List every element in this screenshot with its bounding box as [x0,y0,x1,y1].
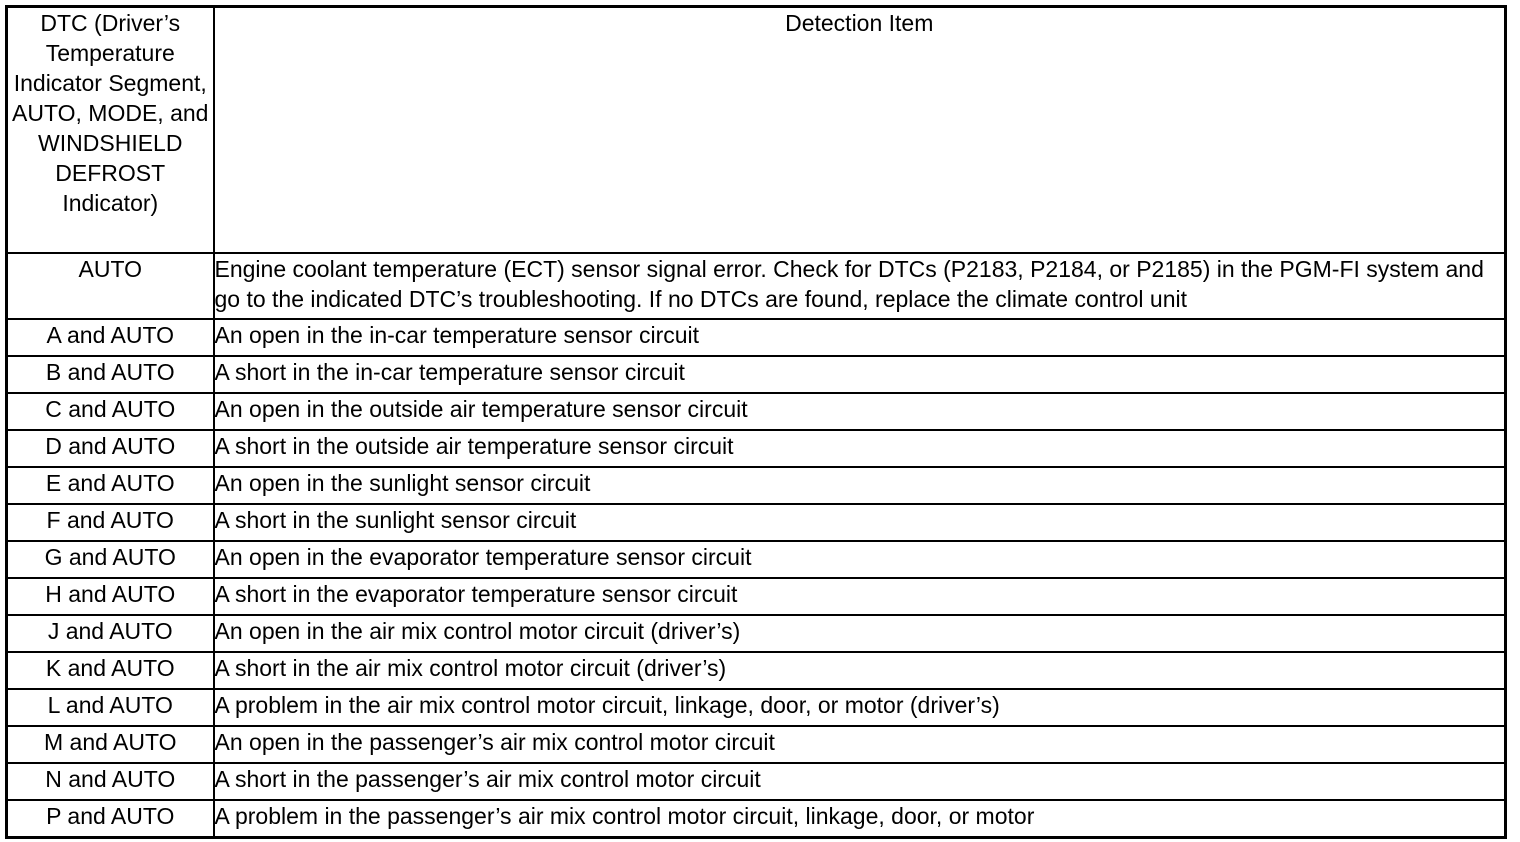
dtc-code-cell: A and AUTO [7,319,214,356]
column-header-dtc-label: DTC (Driver’s Temperature Indicator Segment, AUTO, MODE, and WINDSHIELD DEFROST Indicator) [12,10,209,216]
detection-item-cell: An open in the passenger’s air mix control motor circuit [214,726,1506,763]
detection-item-cell: A short in the passenger’s air mix control motor circuit [214,763,1506,800]
detection-item-cell: A short in the sunlight sensor circuit [214,504,1506,541]
table-row [7,504,1506,541]
table-row [7,393,1506,430]
detection-item-cell: A problem in the passenger’s air mix control motor circuit, linkage, door, or motor [214,800,1506,838]
dtc-code-cell: AUTO [7,253,214,319]
detection-item-cell: A short in the outside air temperature sensor circuit [214,430,1506,467]
dtc-code-cell: B and AUTO [7,356,214,393]
detection-item-cell: A short in the evaporator temperature sensor circuit [214,578,1506,615]
dtc-code-cell: L and AUTO [7,689,214,726]
table-row [7,689,1506,726]
dtc-code-cell: C and AUTO [7,393,214,430]
table-row [7,800,1506,838]
dtc-code-cell: K and AUTO [7,652,214,689]
table-row [7,467,1506,504]
dtc-code-cell: G and AUTO [7,541,214,578]
table-row [7,652,1506,689]
detection-item-cell: An open in the outside air temperature sensor circuit [214,393,1506,430]
dtc-code-cell: F and AUTO [7,504,214,541]
table-row [7,356,1506,393]
dtc-code-cell: E and AUTO [7,467,214,504]
detection-item-cell: An open in the sunlight sensor circuit [214,467,1506,504]
dtc-code-cell: P and AUTO [7,800,214,838]
detection-item-cell: A short in the air mix control motor circuit (driver’s) [214,652,1506,689]
detection-item-cell: Engine coolant temperature (ECT) sensor signal error. Check for DTCs (P2183, P2184, or P2185) in the PGM-FI system and go to the indicated DTC’s troubleshooting. If no DTCs are found, replace the climate control unit [214,253,1506,319]
dtc-code-cell: M and AUTO [7,726,214,763]
dtc-table [5,5,1507,839]
column-header-detection-item: Detection Item [214,7,1506,254]
table-row [7,763,1506,800]
detection-item-cell: An open in the air mix control motor circuit (driver’s) [214,615,1506,652]
table-header-row [7,7,1506,254]
table-row [7,615,1506,652]
table-row [7,541,1506,578]
dtc-code-cell: D and AUTO [7,430,214,467]
detection-item-cell: A short in the in-car temperature sensor circuit [214,356,1506,393]
table-row [7,578,1506,615]
dtc-code-cell: J and AUTO [7,615,214,652]
table-row [7,319,1506,356]
table-row [7,430,1506,467]
table-row [7,726,1506,763]
dtc-code-cell: N and AUTO [7,763,214,800]
detection-item-cell: An open in the evaporator temperature sensor circuit [214,541,1506,578]
dtc-code-cell: H and AUTO [7,578,214,615]
detection-item-cell: An open in the in-car temperature sensor circuit [214,319,1506,356]
column-header-dtc [7,7,214,254]
detection-item-cell: A problem in the air mix control motor circuit, linkage, door, or motor (driver’s) [214,689,1506,726]
table-row [7,253,1506,319]
